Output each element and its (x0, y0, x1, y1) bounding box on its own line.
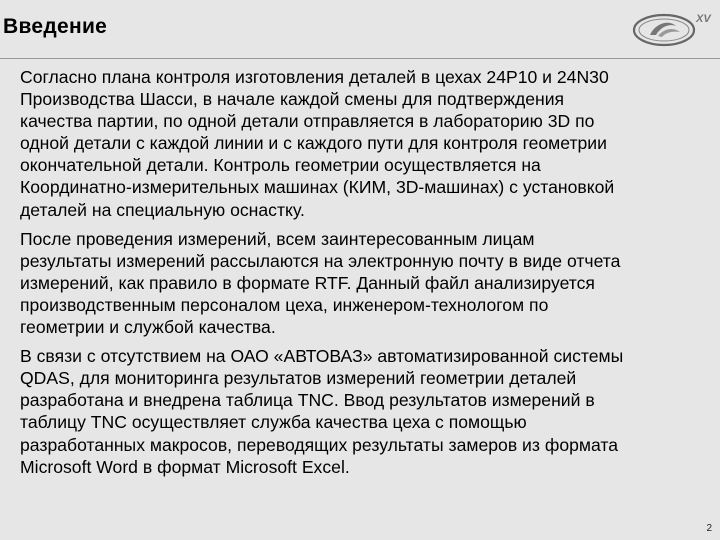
paragraph-2: После проведения измерений, всем заинтересованным лицам результаты измерений рассылаются на электронную почту в виде отчета измерений, как правило в формате RTF. Данный файл анализируется производственным персоналом цеха, инженером-технологом по геометрии и службой качества. (20, 228, 621, 338)
paragraph-3: В связи с отсутствием на ОАО «АВТОВАЗ» автоматизированной системы QDAS, для мониторинга результатов измерений геометрии деталей разработана и внедрена таблица TNC. Ввод результатов измерений в таблицу TNC осуществляет служба качества цеха с помощью разработанных макросов, переводящих результаты замеров из формата Microsoft Word в формат Microsoft Excel. (20, 346, 624, 477)
slide-title: Введение (3, 15, 108, 38)
slide-header (0, 0, 720, 58)
slide-body (20, 66, 718, 485)
lada-logo-icon (626, 8, 718, 48)
logo-xv-text: XV (696, 13, 711, 25)
paragraph-1: Согласно плана контроля изготовления деталей в цехах 24Р10 и 24N30 Производства Шасси, в начале каждой смены для подтверждения качества партии, по одной детали отправляется в лабораторию 3D по одной детали с каждой линии и с каждого пути для контроля геометрии окончательной детали. Контроль геометрии осуществляется на Координатно-измерительных машинах (КИМ, 3D-машинах) с установкой деталей на специальную оснастку. (20, 67, 615, 220)
page-number: 2 (706, 523, 712, 534)
header-divider (0, 58, 720, 59)
